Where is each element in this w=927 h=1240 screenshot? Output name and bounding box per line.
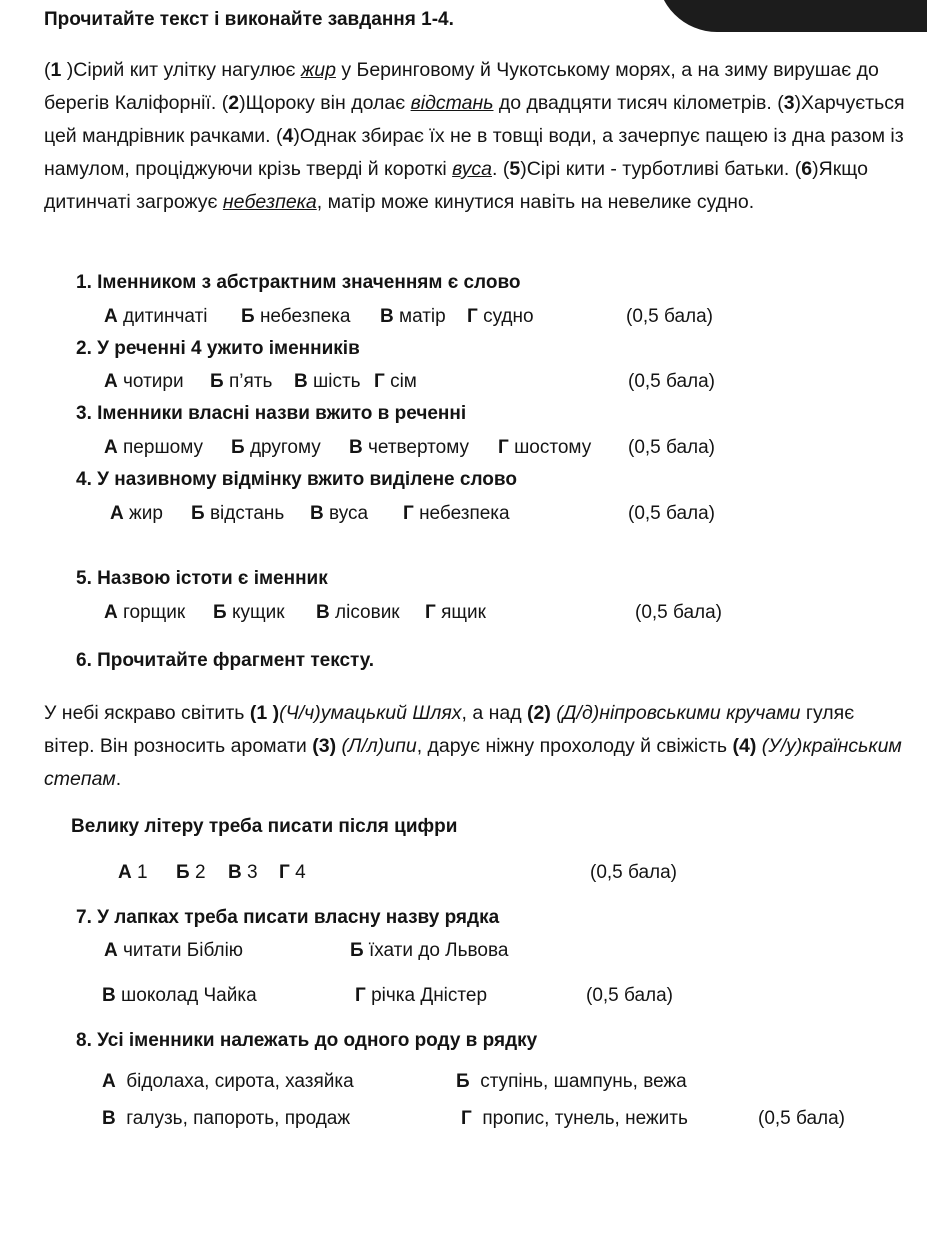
option-c[interactable]: В 3: [228, 862, 258, 883]
fragment-text: У небі яскраво світить (1 )(Ч/ч)умацький Шлях, а над (2) (Д/д)ніпровськими кручами гуляє вітер. Він розносить аромати (3) (Л/л)ипи, дарує ніжну прохолоду й свіжість (4) (У/у)країнським степам.: [44, 702, 902, 790]
score: (0,5 бала): [590, 862, 678, 883]
option-b[interactable]: Б небезпека: [241, 306, 351, 327]
option-b[interactable]: Б 2: [176, 862, 206, 883]
option-a[interactable]: А жир: [110, 503, 163, 524]
option-d[interactable]: Г річка Дністер: [355, 985, 488, 1006]
question-6: 6. Прочитайте фрагмент тексту.: [76, 650, 374, 671]
sentence-number: 3: [783, 92, 795, 114]
score: (0,5 бала): [586, 985, 674, 1006]
sentence-number: 6: [801, 158, 813, 180]
option-c[interactable]: В вуса: [310, 503, 369, 524]
option-b[interactable]: Б ступінь, шампунь, вежа: [456, 1071, 687, 1092]
question-4: 4. У називному відмінку вжито виділене слово: [76, 469, 517, 490]
highlighted-word: вуса: [452, 158, 492, 180]
score: (0,5 бала): [635, 602, 723, 623]
fragment-word: (Ч/ч)умацький Шлях: [279, 702, 462, 724]
option-d[interactable]: Г сім: [374, 371, 417, 392]
option-b[interactable]: Б їхати до Львова: [350, 940, 509, 961]
option-a[interactable]: А читати Біблію: [104, 940, 244, 961]
question-7: 7. У лапках треба писати власну назву рядка: [76, 907, 500, 928]
option-b[interactable]: Б кущик: [213, 602, 285, 623]
sentence-number: 4: [282, 125, 294, 147]
option-d[interactable]: Г пропис, тунель, нежить: [461, 1108, 688, 1129]
option-a[interactable]: А 1: [118, 862, 148, 883]
option-c[interactable]: В четвертому: [349, 437, 469, 458]
option-a[interactable]: А першому: [104, 437, 204, 458]
question-1: 1. Іменником з абстрактним значенням є слово: [76, 272, 521, 293]
option-c[interactable]: В лісовик: [316, 602, 400, 623]
option-c[interactable]: В шоколад Чайка: [102, 985, 257, 1006]
option-b[interactable]: Б другому: [231, 437, 321, 458]
option-b[interactable]: Б відстань: [191, 503, 285, 524]
option-a[interactable]: А дитинчаті: [104, 306, 208, 327]
option-d[interactable]: Г шостому: [498, 437, 592, 458]
fragment-word: (У/у)країнським степам: [44, 735, 902, 790]
option-c[interactable]: В галузь, папороть, продаж: [102, 1108, 351, 1129]
option-c[interactable]: В матір: [380, 306, 446, 327]
highlighted-word: небезпека: [222, 191, 317, 213]
score: (0,5 бала): [758, 1108, 846, 1129]
fragment-word: (Л/л)ипи: [341, 735, 417, 757]
corner-decoration: [657, 0, 927, 32]
sentence-number: 5: [509, 158, 521, 180]
score: (0,5 бала): [628, 437, 716, 458]
highlighted-word: відстань: [410, 92, 494, 114]
option-a[interactable]: А чотири: [104, 371, 184, 392]
option-d[interactable]: Г судно: [467, 306, 534, 327]
option-d[interactable]: Г 4: [279, 862, 306, 883]
score: (0,5 бала): [628, 503, 716, 524]
question-2: 2. У реченні 4 ужито іменників: [76, 338, 360, 359]
fragment-word: (Д/д)ніпровськими кручами: [556, 702, 801, 724]
question-8: 8. Усі іменники належать до одного роду в рядку: [76, 1030, 538, 1051]
option-b[interactable]: Б п’ять: [210, 371, 273, 392]
sentence-number: 1: [50, 59, 62, 81]
option-d[interactable]: Г ящик: [425, 602, 486, 623]
highlighted-word: жир: [300, 59, 336, 81]
fragment-number: (2): [527, 702, 551, 724]
option-a[interactable]: А горщик: [104, 602, 186, 623]
option-d[interactable]: Г небезпека: [403, 503, 510, 524]
score: (0,5 бала): [626, 306, 714, 327]
sentence-number: 2: [228, 92, 240, 114]
fragment-number: (4): [732, 735, 757, 757]
fragment-number: (1 ): [249, 702, 280, 724]
score: (0,5 бала): [628, 371, 716, 392]
page-title: Прочитайте текст і виконайте завдання 1-4.: [44, 9, 454, 30]
reading-text: (1 )Сірий кит улітку нагулює жир у Беринговому й Чукотському морях, а на зиму вирушає до берегів Каліфорнії. (2)Щороку він долає відстань до двадцяти тисяч кілометрів. (3)Харчується цей мандрівник рачками. (4)Однак збирає їх не в товщі води, а зачерпує пащею із дна разом із намулом, проціджуючи крізь тверді й короткі вуса. (5)Сірі кити - турботливі батьки. (6)Якщо дитинчаті загрожує небезпека, матір може кинутися навіть на невелике судно.: [44, 59, 905, 213]
option-c[interactable]: В шість: [294, 371, 361, 392]
question-6-task: Велику літеру треба писати після цифри: [71, 816, 458, 837]
option-a[interactable]: А бідолаха, сирота, хазяйка: [102, 1071, 354, 1092]
question-3: 3. Іменники власні назви вжито в реченні: [76, 403, 467, 424]
fragment-number: (3): [312, 735, 337, 757]
question-5: 5. Назвою істоти є іменник: [76, 568, 328, 589]
